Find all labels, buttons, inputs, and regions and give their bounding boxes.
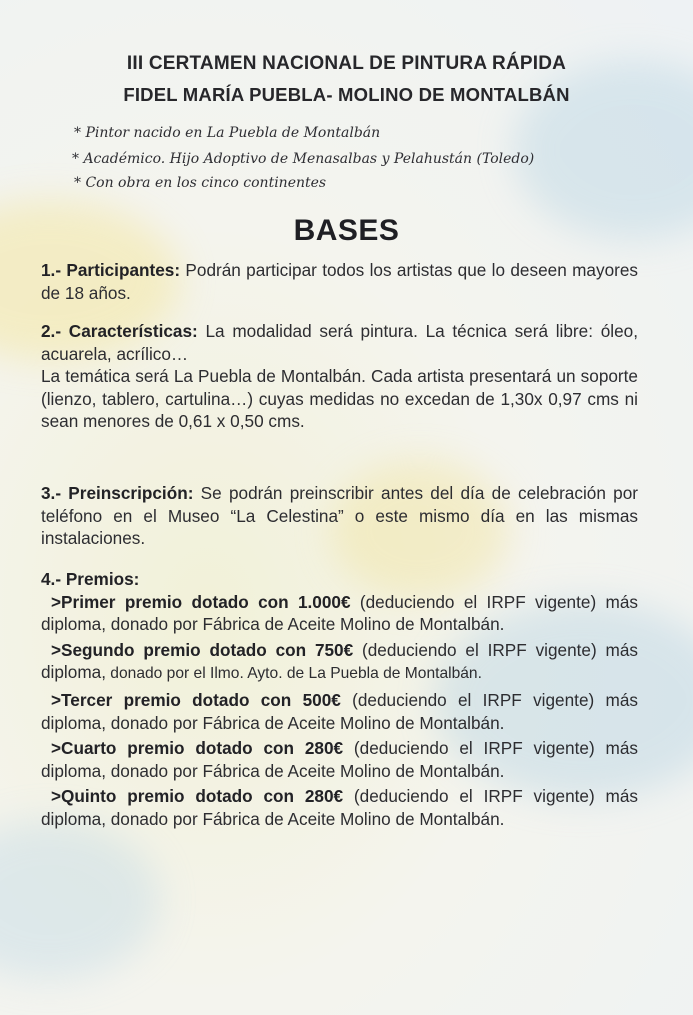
prize-amount: >Primer premio dotado con 1.000€ xyxy=(51,591,351,612)
contest-title: III CERTAMEN NACIONAL DE PINTURA RÁPIDA xyxy=(126,53,567,74)
rule-label: 3.- Preinscripción: xyxy=(41,483,194,503)
bio-line: * Con obra en los cinco continentes xyxy=(74,175,327,191)
prize-amount: >Tercer premio dotado con 500€ xyxy=(51,689,341,710)
prize-item xyxy=(41,689,638,734)
rule-label: 1.- Participantes: xyxy=(41,260,181,280)
rule-prizes xyxy=(41,568,638,831)
prize-item xyxy=(41,591,638,636)
rule-label: 2.- Características: xyxy=(41,321,198,341)
rule-label: 4.- Premios: xyxy=(41,569,140,589)
rule-text: La temática será La Puebla de Montalbán. Cada artista presentará un soporte (lienzo, tablero, cartulina…) cuyas medidas no excedan de 1,30x 0,97 cms ni sean menores de 0,61 x 0,50 cms. xyxy=(41,366,638,432)
prize-item xyxy=(41,737,638,782)
rule-participants xyxy=(41,259,638,304)
prize-item xyxy=(41,785,638,830)
rule-text: Podrán participar todos los artistas que lo deseen mayores de 18 años. xyxy=(41,260,639,303)
contest-subtitle: FIDEL MARÍA PUEBLA- MOLINO DE MONTALBÁN xyxy=(123,84,570,105)
prize-details: (deduciendo el IRPF vigente) más diploma, donado por Fábrica de Aceite Molino de Montalbán. xyxy=(41,689,638,733)
rule-text: La modalidad será pintura. La técnica será libre: óleo, acuarela, acrílico… xyxy=(41,321,638,364)
prize-details: (deduciendo el IRPF vigente) más diploma, xyxy=(41,639,638,683)
prize-amount: >Segundo premio dotado con 750€ xyxy=(51,639,354,660)
rule-preregistration xyxy=(41,482,638,550)
prize-item xyxy=(41,639,638,686)
rule-characteristics xyxy=(41,320,638,433)
prize-details: (deduciendo el IRPF vigente) más diploma, donado por Fábrica de Aceite Molino de Montalbán. xyxy=(41,738,638,781)
prize-details: (deduciendo el IRPF vigente) más diploma, donado por Fábrica de Aceite Molino de Montalbán. xyxy=(41,591,638,635)
bio-line: * Académico. Hijo Adoptivo de Menasalbas y Pelahustán (Toledo) xyxy=(72,151,535,167)
section-heading: BASES xyxy=(293,214,400,247)
prize-details: (deduciendo el IRPF vigente) más diploma, donado por Fábrica de Aceite Molino de Montalbán. xyxy=(41,786,638,829)
rule-text: Se podrán preinscribir antes del día de celebración por teléfono en el Museo “La Celestina” o este mismo día en las mismas instalaciones. xyxy=(41,483,638,549)
prize-amount: >Cuarto premio dotado con 280€ xyxy=(51,738,344,759)
prize-amount: >Quinto premio dotado con 280€ xyxy=(51,786,344,807)
bio-line: * Pintor nacido en La Puebla de Montalbán xyxy=(74,125,381,141)
prize-donor: donado por el Ilmo. Ayto. de La Puebla de Montalbán. xyxy=(105,665,482,683)
